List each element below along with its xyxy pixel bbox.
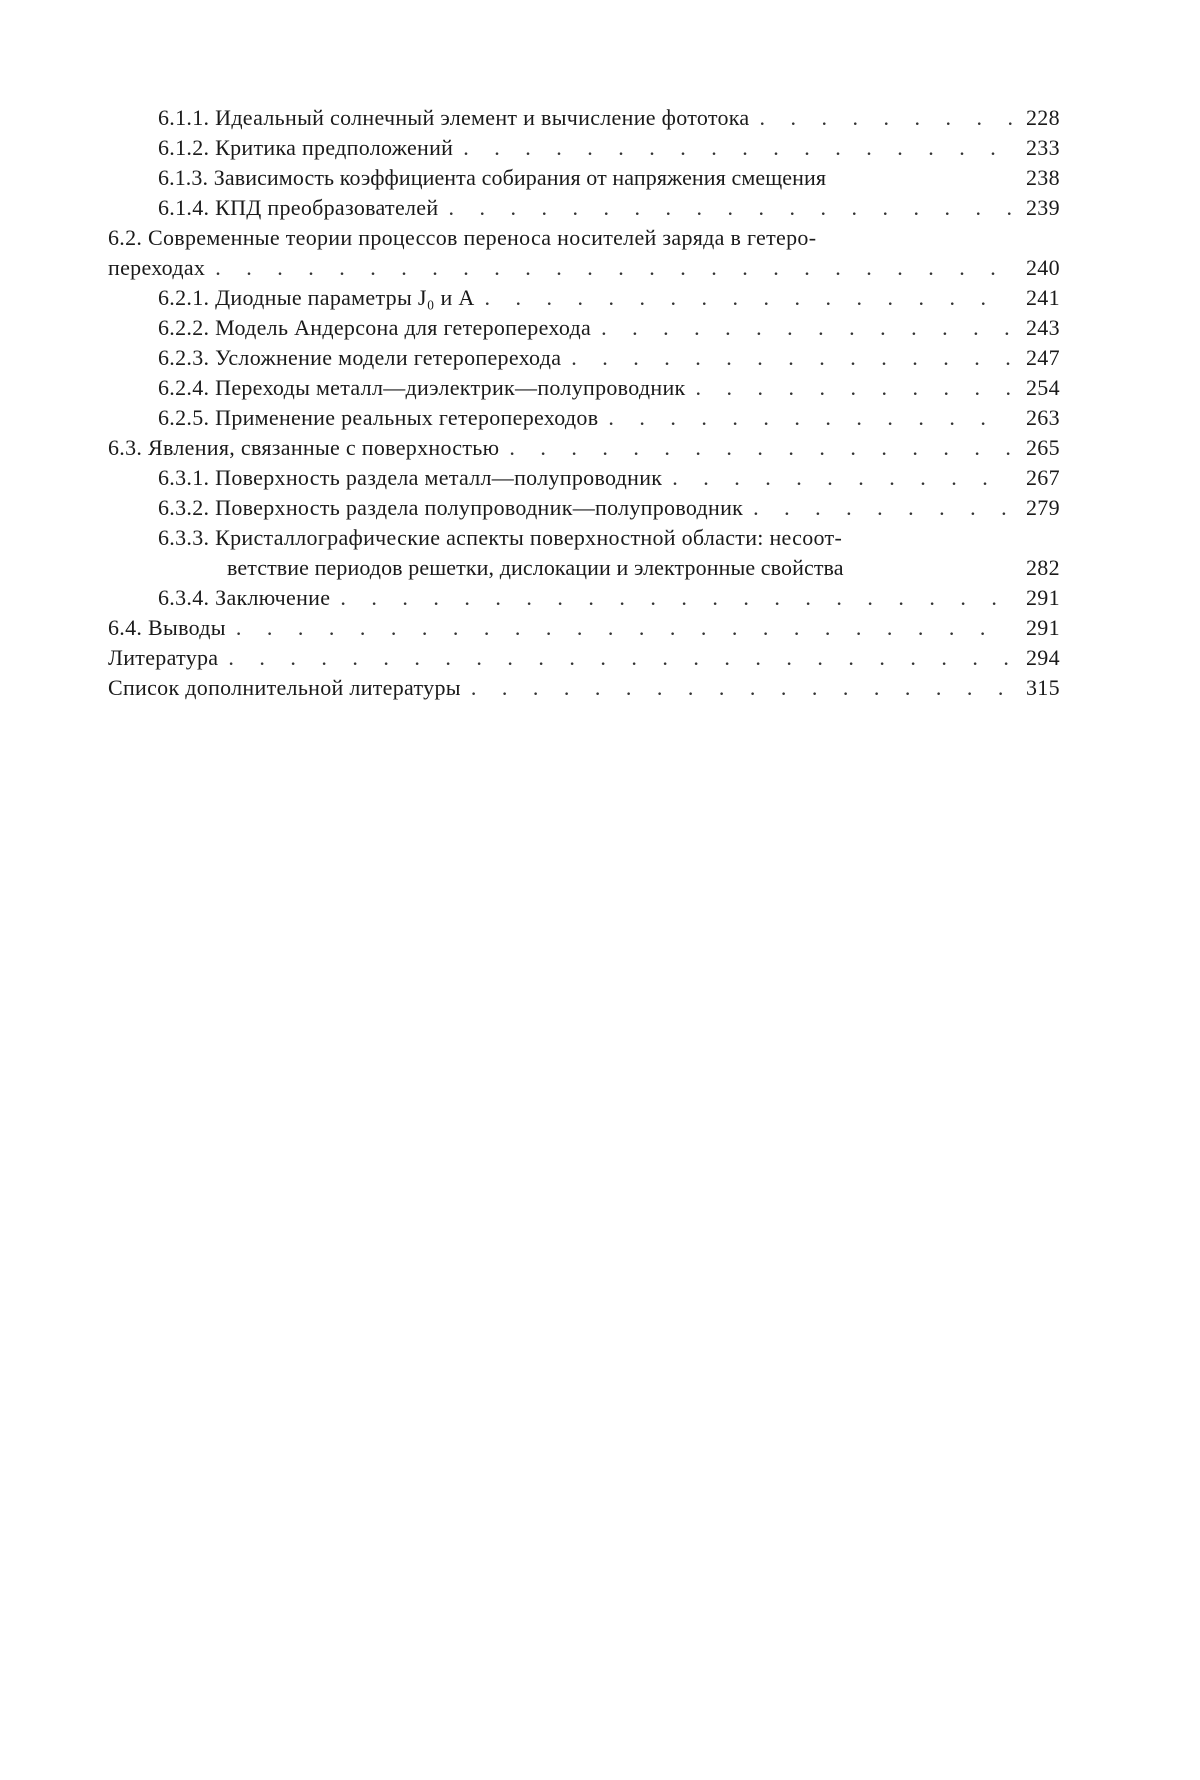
- toc-title: КПД преобразователей: [215, 195, 439, 220]
- toc-number: 6.2.4.: [158, 375, 210, 400]
- toc-number: 6.3.2.: [158, 495, 210, 520]
- toc-page-number: 247: [1026, 345, 1060, 370]
- toc-title: Выводы: [148, 615, 226, 640]
- dot-leader: [672, 463, 1012, 493]
- dot-leader: [759, 103, 1012, 133]
- dot-leader: [608, 403, 1012, 433]
- toc-title-line-2: ветствие периодов решетки, дислокации и электронные свойства: [227, 555, 844, 580]
- toc-entry-6-2[interactable]: [108, 223, 1088, 283]
- toc-page-number: 315: [1026, 675, 1060, 700]
- dot-leader: [228, 643, 1012, 673]
- toc-entry-6-3-2[interactable]: [108, 493, 1088, 523]
- toc-number: 6.3.1.: [158, 465, 210, 490]
- table-of-contents: [108, 103, 1088, 703]
- toc-entry-6-2-4[interactable]: [108, 373, 1088, 403]
- toc-entry-6-2-3[interactable]: [108, 343, 1088, 373]
- toc-page-number: 291: [1026, 615, 1060, 640]
- toc-title: Усложнение модели гетероперехода: [215, 345, 562, 370]
- toc-number: 6.3.3.: [158, 525, 210, 550]
- toc-page-number: 243: [1026, 315, 1060, 340]
- toc-entry-6-1-3[interactable]: [108, 163, 1088, 193]
- toc-title-line-1: Кристаллографические аспекты поверхностной области: несоот-: [215, 525, 843, 550]
- toc-entry-6-2-5[interactable]: [108, 403, 1088, 433]
- toc-page-number: 282: [1026, 555, 1060, 580]
- toc-page-number: 265: [1026, 435, 1060, 460]
- toc-number: 6.2.1.: [158, 285, 210, 310]
- toc-number: 6.2.: [108, 225, 143, 250]
- toc-title-line-1: Современные теории процессов переноса носителей заряда в гетеро-: [148, 225, 817, 250]
- toc-entry-6-1-4[interactable]: [108, 193, 1088, 223]
- toc-number: 6.2.5.: [158, 405, 210, 430]
- toc-title: Переходы металл—диэлектрик—полупроводник: [215, 375, 686, 400]
- toc-page-number: 240: [1026, 255, 1060, 280]
- toc-entry-6-3-1[interactable]: [108, 463, 1088, 493]
- toc-entry-literature[interactable]: [108, 643, 1088, 673]
- dot-leader: [509, 433, 1012, 463]
- dot-leader: [448, 193, 1012, 223]
- dot-leader: [463, 133, 1012, 163]
- toc-title: Применение реальных гетеропереходов: [215, 405, 599, 430]
- toc-entry-6-3-3[interactable]: [108, 523, 1088, 583]
- toc-page-number: 238: [1026, 165, 1060, 190]
- toc-page-number: 254: [1026, 375, 1060, 400]
- toc-number: 6.2.3.: [158, 345, 210, 370]
- toc-entry-additional-literature[interactable]: [108, 673, 1088, 703]
- toc-title: Идеальный солнечный элемент и вычисление фототока: [215, 105, 750, 130]
- toc-title: Диодные параметры J₀ и A: [215, 285, 475, 310]
- toc-title: Список дополнительной литературы: [108, 675, 461, 700]
- toc-page-number: 279: [1026, 495, 1060, 520]
- toc-number: 6.1.2.: [158, 135, 210, 160]
- toc-page-number: 294: [1026, 645, 1060, 670]
- toc-number: 6.2.2.: [158, 315, 210, 340]
- toc-entry-6-2-2[interactable]: [108, 313, 1088, 343]
- toc-title: Заключение: [215, 585, 331, 610]
- toc-title-line-2: переходах: [108, 255, 206, 280]
- toc-page-number: 233: [1026, 135, 1060, 160]
- toc-entry-6-1-1[interactable]: [108, 103, 1088, 133]
- toc-number: 6.1.3.: [158, 165, 209, 190]
- dot-leader: [236, 613, 1012, 643]
- toc-page-number: 263: [1026, 405, 1060, 430]
- toc-page-number: 291: [1026, 585, 1060, 610]
- toc-title: Зависимость коэффициента собирания от напряжения смещения: [213, 165, 827, 190]
- toc-title: Модель Андерсона для гетероперехода: [215, 315, 592, 340]
- toc-title: Явления, связанные с поверхностью: [148, 435, 500, 460]
- dot-leader: [696, 373, 1012, 403]
- toc-title: Поверхность раздела полупроводник—полупроводник: [215, 495, 744, 520]
- dot-leader: [571, 343, 1012, 373]
- toc-number: 6.1.4.: [158, 195, 210, 220]
- toc-title: Литература: [108, 645, 219, 670]
- toc-entry-6-1-2[interactable]: [108, 133, 1088, 163]
- toc-number: 6.3.4.: [158, 585, 210, 610]
- toc-page-number: 241: [1026, 285, 1060, 310]
- toc-entry-6-4[interactable]: [108, 613, 1088, 643]
- dot-leader: [753, 493, 1012, 523]
- toc-page-number: 239: [1026, 195, 1060, 220]
- dot-leader: [601, 313, 1012, 343]
- toc-page-number: 267: [1026, 465, 1060, 490]
- dot-leader: [471, 673, 1012, 703]
- toc-page-number: 228: [1026, 105, 1060, 130]
- toc-entry-6-3[interactable]: [108, 433, 1088, 463]
- toc-number: 6.4.: [108, 615, 143, 640]
- dot-leader: [215, 253, 1012, 283]
- toc-entry-6-3-4[interactable]: [108, 583, 1088, 613]
- toc-title: Поверхность раздела металл—полупроводник: [215, 465, 663, 490]
- dot-leader: [340, 583, 1012, 613]
- toc-title: Критика предположений: [215, 135, 454, 160]
- toc-number: 6.3.: [108, 435, 143, 460]
- dot-leader: [485, 283, 1012, 313]
- toc-entry-6-2-1[interactable]: [108, 283, 1088, 313]
- toc-number: 6.1.1.: [158, 105, 210, 130]
